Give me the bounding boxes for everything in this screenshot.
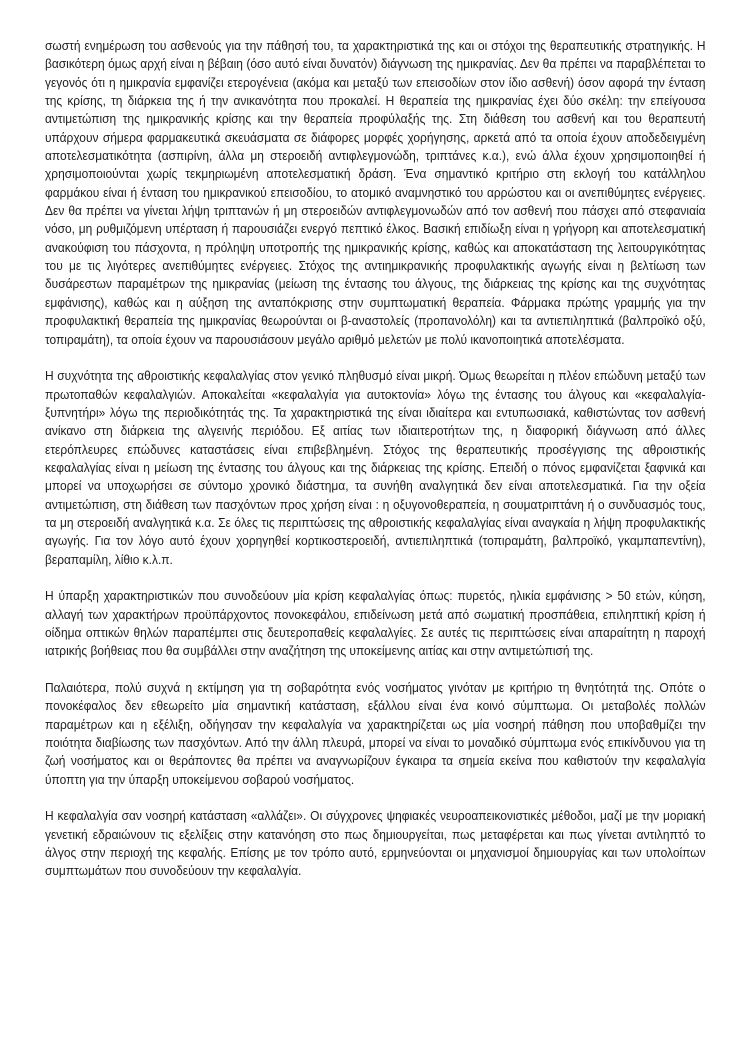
paragraph-headache-modern-research: Η κεφαλαλγία σαν νοσηρή κατάσταση «αλλάζει». Οι σύγχρονες ψηφιακές νευροαπεικονιστικές μέθοδοι, μαζί με την μοριακή γενετική εδραιώνουν τις εξελίξεις στην κατανόηση στο πως δημιουργείται, πως μεταφέρεται και πως γίνεται αντιληπτό το άλγος στην περιοχή της κεφαλής. Επίσης με τον τρόπο αυτό, ερμηνεύονται οι μηχανισμοί δημιουργίας και των υπολοίπων συμπτωμάτων που συνοδεύουν την κεφαλαλγία.	[45, 808, 706, 879]
document-text-block	[45, 37, 706, 881]
paragraph-secondary-headache-warning-signs: Η ύπαρξη χαρακτηριστικών που συνοδεύουν μία κρίση κεφαλαλγίας όπως: πυρετός, ηλικία εμφάνισης > 50 ετών, κύηση, αλλαγή των χαρακτήρων προϋπάρχοντος πονοκεφάλου, επιδείνωση μετά από σωματική προσπάθεια, επιληπτική κρίση ή οίδημα οπτικών θηλών παραπέμπει στις δευτεροπαθείς κεφαλαλγίες. Σε αυτές τις περιπτώσεις είναι απαραίτητη η παροχή ιατρικής βοήθειας που θα συμβάλλει στην αναζήτηση της υποκείμενης αιτίας και στην αντιμετώπισή της.	[45, 588, 706, 659]
paragraph-migraine-treatment: σωστή ενημέρωση του ασθενούς για την πάθησή του, τα χαρακτηριστικά της και οι στόχοι της θεραπευτικής στρατηγικής. Η βασικότερη όμως αρχή είναι η βέβαιη (όσο αυτό είναι δυνατόν) διάγνωση της ημικρανίας. Δεν θα πρέπει να παραβλέπεται το γεγονός ότι η ημικρανία εμφανίζει ετερογένεια (ακόμα και μεταξύ των επεισοδίων στον ίδιο ασθενή) όσον αφορά την ένταση της κρίσης, τη διάρκεια της ή την ανικανότητα που προκαλεί. Η θεραπεία της ημικρανίας έχει δύο σκέλη: την επείγουσα αντιμετώπιση της ημικρανικής κρίσης και την θεραπεία προφύλαξής της. Στη διάθεση του ασθενή και του θεραπευτή υπάρχουν σήμερα φαρμακευτικά σκευάσματα σε διάφορες μορφές χορήγησης, αρκετά από τα οποία έχουν αποδεδειγμένη αποτελεσματικότητα (ασπιρίνη, άλλα μη στεροειδή αντιφλεγμονώδη, τριπτάνες κ.α.), ενώ άλλα έχουν χρησιμοποιηθεί ή χρησιμοποιούνται χωρίς τεκμηριωμένη αποτελεσματική δράση. Ένα σημαντικό κριτήριο στη εκλογή του κατάλληλου φαρμάκου είναι ή ένταση του ημικρανικού επεισοδίου, το ατομικό αναμνηστικό του αρρώστου και οι ανεπιθύμητες ενέργειες. Δεν θα πρέπει να γίνεται λήψη τριπτανών ή μη στεροειδών αντιφλεγμονωδών από τον ασθενή που πάσχει από στεφανιαία νόσο, μη ρυθμιζόμενη υπέρταση ή παρουσιάζει ενεργό πεπτικό έλκος. Βασική επιδίωξη είναι η γρήγορη και αποτελεσματική ανακούφιση του πάσχοντα, η πρόληψη υποτροπής της ημικρανικής κρίσης, καθώς και αποκατάσταση της λειτουργικότητας του με τις λιγότερες ανεπιθύμητες ενέργειες. Στόχος της αντιημικρανικής προφυλακτικής αγωγής είναι η βελτίωση των δυσάρεστων παραμέτρων της ημικρανίας (μείωση της έντασης του άλγους, της διάρκειας της κρίσης και της συχνότητας εμφάνισης), καθώς και η αύξηση της ανταπόκρισης στην συμπτωματική θεραπεία. Φάρμακα πρώτης γραμμής για την προφυλακτική θεραπεία της ημικρανίας θεωρούνται οι β-αναστολείς (προπανολόλη) και τα αντιεπιληπτικά (βαλπροϊκό οξύ, τοπιραμάτη), τα οποία έχουν να παρουσιάσουν μεγάλο αριθμό μελετών με πολύ ικανοποιητικά αποτελέσματα.	[45, 38, 706, 347]
paragraph-cluster-headache: Η συχνότητα της αθροιστικής κεφαλαλγίας στον γενικό πληθυσμό είναι μικρή. Όμως θεωρείται η πλέον επώδυνη μεταξύ των πρωτοπαθών κεφαλαλγιών. Αποκαλείται «κεφαλαλγία για αυτοκτονία» λόγω της έντασης του άλγους και «κεφαλαλγία-ξυπνητήρι» λόγω της περιοδικότητάς της. Τα χαρακτηριστικά της είναι ιδιαίτερα και εντυπωσιακά, καθιστώντας τον ασθενή ανίκανο στη διάρκεια της αλγεινής περιόδου. Εξ αιτίας των ιδιαιτεροτήτων της, η διαφορική διάγνωση από άλλες ετερόπλευρες επώδυνες καταστάσεις είναι επιβεβλημένη. Στόχος της θεραπευτικής προσέγγισης της αθροιστικής κεφαλαλγίας είναι η μείωση της έντασης του άλγους και της διάρκειας της κρίσης. Επειδή ο πόνος εμφανίζεται ξαφνικά και μπορεί να υποχωρήσει σε σύντομο χρονικό διάστημα, τα συνήθη αναλγητικά δεν είναι αποτελεσματικά. Για την οξεία αντιμετώπιση, στη διάθεση των πασχόντων προς χρήση είναι : η οξυγονοθεραπεία, η σουματριπτάνη ή ο συνδυασμός τους, τα μη στεροειδή αναλγητικά κ.α. Σε όλες τις περιπτώσεις της αθροιστικής κεφαλαλγίας είναι αναγκαία η λήψη προφυλακτικής αγωγής. Για τον λόγο αυτό έχουν χορηγηθεί κορτικοστεροειδή, αντιεπιληπτικά (τοπιραμάτη, βαλπροϊκό, γκαμπαπεντίνη), βεραπαμίλη, λίθιο κ.λ.π.	[45, 368, 706, 567]
paragraph-headache-disease-severity: Παλαιότερα, πολύ συχνά η εκτίμηση για τη σοβαρότητα ενός νοσήματος γινόταν με κριτήριο τη θνητότητά της. Οπότε ο πονοκέφαλος δεν εθεωρείτο μία σημαντική κατάσταση, εξάλλου είναι ένα κοινό σύμπτωμα. Οι μεταβολές πολλών παραμέτρων και η εξέλιξη, οδήγησαν την κεφαλαλγία να χαρακτηρίζεται ως μία νοσηρή πάθηση που υποβαθμίζει την ποιότητα διαβίωσης των πασχόντων. Από την άλλη πλευρά, μπορεί να είναι το μοναδικό σύμπτωμα ενός επικίνδυνου για τη ζωή νοσήματος και οι θεράποντες θα πρέπει να αναγνωρίζουν έγκαιρα τα σημεία εκείνα που καθιστούν την κεφαλαλγία ύποπτη για την ύπαρξη υποκείμενου σοβαρού νοσήματος.	[45, 679, 706, 787]
